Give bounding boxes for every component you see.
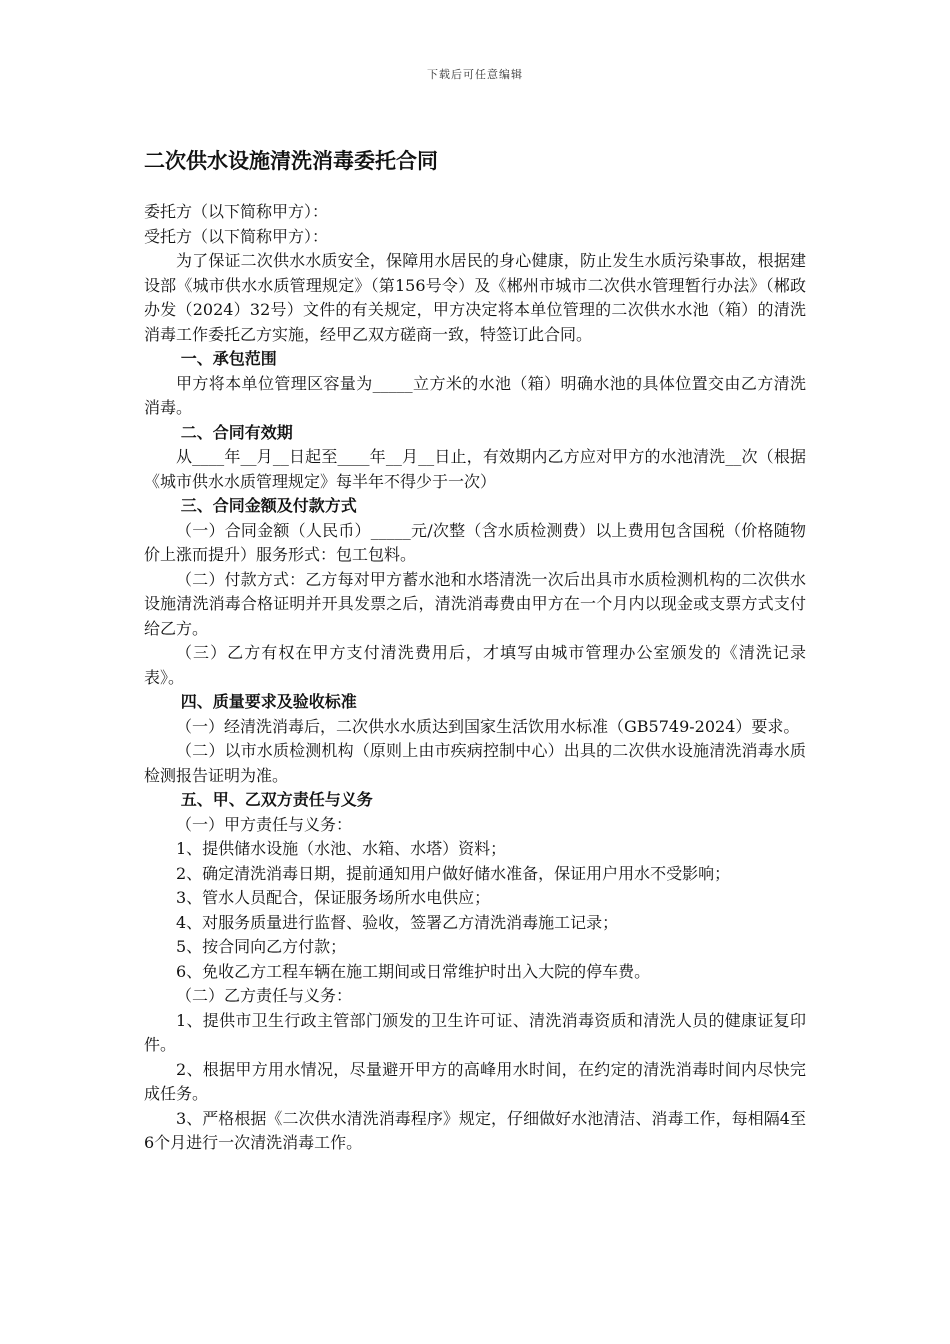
section-3-item-3: （三）乙方有权在甲方支付清洗费用后，才填写由城市管理办公室颁发的《清洗记录表》。 [144,643,806,687]
party-a-duty-2: 2、确定清洗消毒日期，提前通知用户做好储水准备，保证用户用水不受影响； [176,863,731,883]
party-b-line: 受托方（以下简称甲方）： [144,226,329,246]
section-1-text-a: 甲方将本单位管理区容量为 [176,373,373,393]
section-1-text-b: 立方米的水池（箱）明确水池的具体位置交由乙方清洗消毒。 [144,373,806,417]
section-4-heading: 四、质量要求及验收标准 [180,692,357,711]
party-a-duty-1: 1、提供储水设施（水池、水箱、水塔）资料； [176,839,507,858]
party-b-duty-2: 2、根据甲方用水情况，尽量避开甲方的高峰用水时间，在约定的清洗消毒时间内尽快完成任务。 [144,1059,806,1103]
party-a-duty-3: 3、管水人员配合，保证服务场所水电供应； [176,888,491,907]
section-4-item-1: （一）经清洗消毒后，二次供水水质达到国家生活饮用水标准（GB5749-2024）要求。 [176,716,800,736]
section-3-item-1: （一）合同金额（人民币）_____元/次整（含水质检测费）以上费用包含国税（价格随物价上涨而提升）服务形式：包工包料。 [144,520,806,564]
document-title: 二次供水设施清洗消毒委托合同 [144,149,438,173]
party-a-duties-title: （一）甲方责任与义务： [176,814,353,834]
capacity-blank: _____ [372,373,413,393]
section-3-heading: 三、合同金额及付款方式 [180,496,357,515]
section-1-heading: 一、承包范围 [180,349,277,368]
section-4-item-2: （二）以市水质检测机构（原则上由市疾病控制中心）出具的二次供水设施清洗消毒水质检测报告证明为准。 [144,741,806,785]
party-b-duty-1: 1、提供市卫生行政主管部门颁发的卫生许可证、清洗消毒资质和清洗人员的健康证复印件。 [144,1010,806,1054]
section-1-paragraph [144,372,806,421]
page-header-note: 下载后可任意编辑 [427,68,523,81]
intro-paragraph: 为了保证二次供水水质安全，保障用水居民的身心健康，防止发生水质污染事故，根据建设部《城市供水水质管理规定》（第156号令）及《郴州市城市二次供水管理暂行办法》（郴政办发（2024）32号）文件的有关规定，甲方决定将本单位管理的二次供水水池（箱）的清洗消毒工作委托乙方实施，经甲乙双方磋商一致，特签订此合同。 [144,251,806,344]
party-b-duty-3: 3、严格根据《二次供水清洗消毒程序》规定，仔细做好水池清洁、消毒工作，每相隔4至6个月进行一次清洗消毒工作。 [144,1108,806,1152]
party-a-line: 委托方（以下简称甲方）： [144,202,329,221]
party-a-duty-5: 5、按合同向乙方付款； [176,937,347,956]
section-2-heading: 二、合同有效期 [180,422,293,442]
party-b-duties-title: （二）乙方责任与义务： [176,986,353,1005]
party-a-duty-4: 4、对服务质量进行监督、验收，签署乙方清洗消毒施工记录； [176,912,619,932]
party-a-duty-6: 6、免收乙方工程车辆在施工期间或日常维护时出入大院的停车费。 [176,961,651,981]
contract-document [144,146,806,1156]
section-2-paragraph: 从____年__月__日起至____年__月__日止，有效期内乙方应对甲方的水池清洗__次（根据《城市供水水质管理规定》每半年不得少于一次） [144,447,806,491]
section-3-item-2: （二）付款方式：乙方每对甲方蓄水池和水塔清洗一次后出具市水质检测机构的二次供水设施清洗消毒合格证明并开具发票之后，清洗消毒费由甲方在一个月内以现金或支票方式支付给乙方。 [144,569,806,638]
section-5-heading: 五、甲、乙双方责任与义务 [180,790,373,809]
